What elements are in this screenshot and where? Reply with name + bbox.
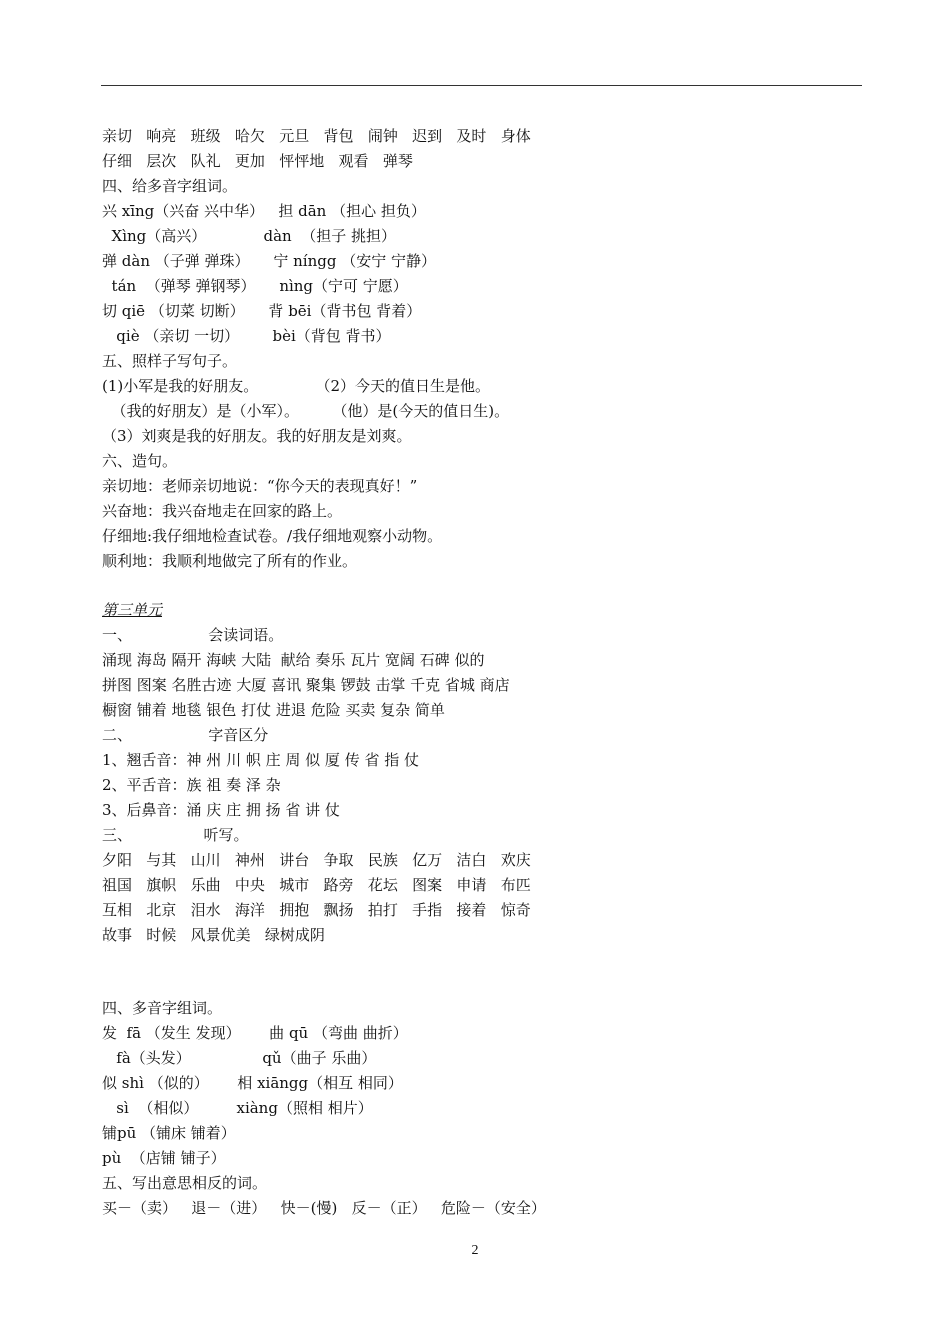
text-line: 亲切地：老师亲切地说：“你今天的表现真好！” bbox=[102, 477, 418, 495]
text-line: 顺利地：我顺利地做完了所有的作业。 bbox=[102, 552, 358, 570]
section-heading: 一、 会读词语。 bbox=[102, 626, 284, 644]
text-line: 祖国 旗帜 乐曲 中央 城市 路旁 花坛 图案 申请 布匹 bbox=[102, 876, 531, 894]
text-line: 涌现 海岛 隔开 海峡 大陆 献给 奏乐 瓦片 宽阔 石碑 似的 bbox=[102, 651, 485, 669]
section-heading: 五、写出意思相反的词。 bbox=[102, 1174, 268, 1192]
page-number: 2 bbox=[471, 1243, 479, 1258]
text-line: sì （相似） xiàng（照相 相片） bbox=[102, 1099, 373, 1117]
section-heading: 五、照样子写句子。 bbox=[102, 352, 238, 370]
text-line: 亲切 响亮 班级 哈欠 元旦 背包 闹钟 迟到 及时 身体 bbox=[102, 127, 531, 145]
text-line: Xìng（高兴） dàn （担子 挑担） bbox=[102, 227, 397, 245]
text-line: (1)小军是我的好朋友。 （2）今天的值日生是他。 bbox=[102, 377, 491, 395]
text-line: qiè （亲切 一切） bèi（背包 背书） bbox=[102, 327, 391, 345]
section-heading: 四、多音字组词。 bbox=[102, 999, 223, 1017]
text-line: 兴奋地：我兴奋地走在回家的路上。 bbox=[102, 502, 343, 520]
text-line: 仔细地:我仔细地检查试卷。/我仔细地观察小动物。 bbox=[102, 527, 443, 545]
text-line: 互相 北京 泪水 海洋 拥抱 飘扬 拍打 手指 接着 惊奇 bbox=[102, 901, 531, 919]
text-line: 切 qiē （切菜 切断） 背 bēi（背书包 背着） bbox=[102, 302, 422, 320]
text-line: （3）刘爽是我的好朋友。我的好朋友是刘爽。 bbox=[102, 427, 412, 445]
text-line: 似 shì （似的） 相 xiāngg（相互 相同） bbox=[102, 1074, 403, 1092]
text-line: 拼图 图案 名胜古迹 大厦 喜讯 聚集 锣鼓 击掌 千克 省城 商店 bbox=[102, 676, 510, 694]
unit-title: 第三单元 bbox=[102, 601, 163, 619]
text-line: 兴 xīng（兴奋 兴中华） 担 dān （担心 担负） bbox=[102, 202, 426, 220]
text-line: 2、平舌音：族 祖 奏 泽 杂 bbox=[102, 776, 281, 794]
text-line: 铺pū （铺床 铺着） bbox=[102, 1124, 236, 1142]
section-heading: 四、给多音字组词。 bbox=[102, 177, 238, 195]
section-heading: 六、造句。 bbox=[102, 452, 178, 470]
text-line: 故事 时候 风景优美 绿树成阴 bbox=[102, 926, 325, 944]
text-line: 发 fā （发生 发现） 曲 qū （弯曲 曲折） bbox=[102, 1024, 408, 1042]
text-line: 3、后鼻音：涌 庆 庄 拥 扬 省 讲 仗 bbox=[102, 801, 340, 819]
text-line: 买－（卖） 退－（进） 快－(慢) 反－（正） 危险－（安全） bbox=[102, 1199, 546, 1217]
section-heading: 三、 听写。 bbox=[102, 826, 249, 844]
text-line: tán （弹琴 弹钢琴） nìng（宁可 宁愿） bbox=[102, 277, 408, 295]
section-heading: 二、 字音区分 bbox=[102, 726, 269, 744]
text-line: （我的好朋友）是（小军）。 （他）是(今天的值日生)。 bbox=[102, 402, 510, 420]
text-line: fà（头发） qǔ（曲子 乐曲） bbox=[102, 1049, 377, 1067]
header-rule bbox=[101, 85, 862, 86]
text-line: pù （店铺 铺子） bbox=[102, 1149, 226, 1167]
text-line: 1、翘舌音：神 州 川 帜 庄 周 似 厦 传 省 指 仗 bbox=[102, 751, 419, 769]
text-line: 夕阳 与其 山川 神州 讲台 争取 民族 亿万 洁白 欢庆 bbox=[102, 851, 531, 869]
text-line: 仔细 层次 队礼 更加 怦怦地 观看 弹琴 bbox=[102, 152, 413, 170]
text-line: 橱窗 铺着 地毯 银色 打仗 进退 危险 买卖 复杂 简单 bbox=[102, 701, 445, 719]
text-line: 弹 dàn （子弹 弹珠） 宁 níngg （安宁 宁静） bbox=[102, 252, 436, 270]
